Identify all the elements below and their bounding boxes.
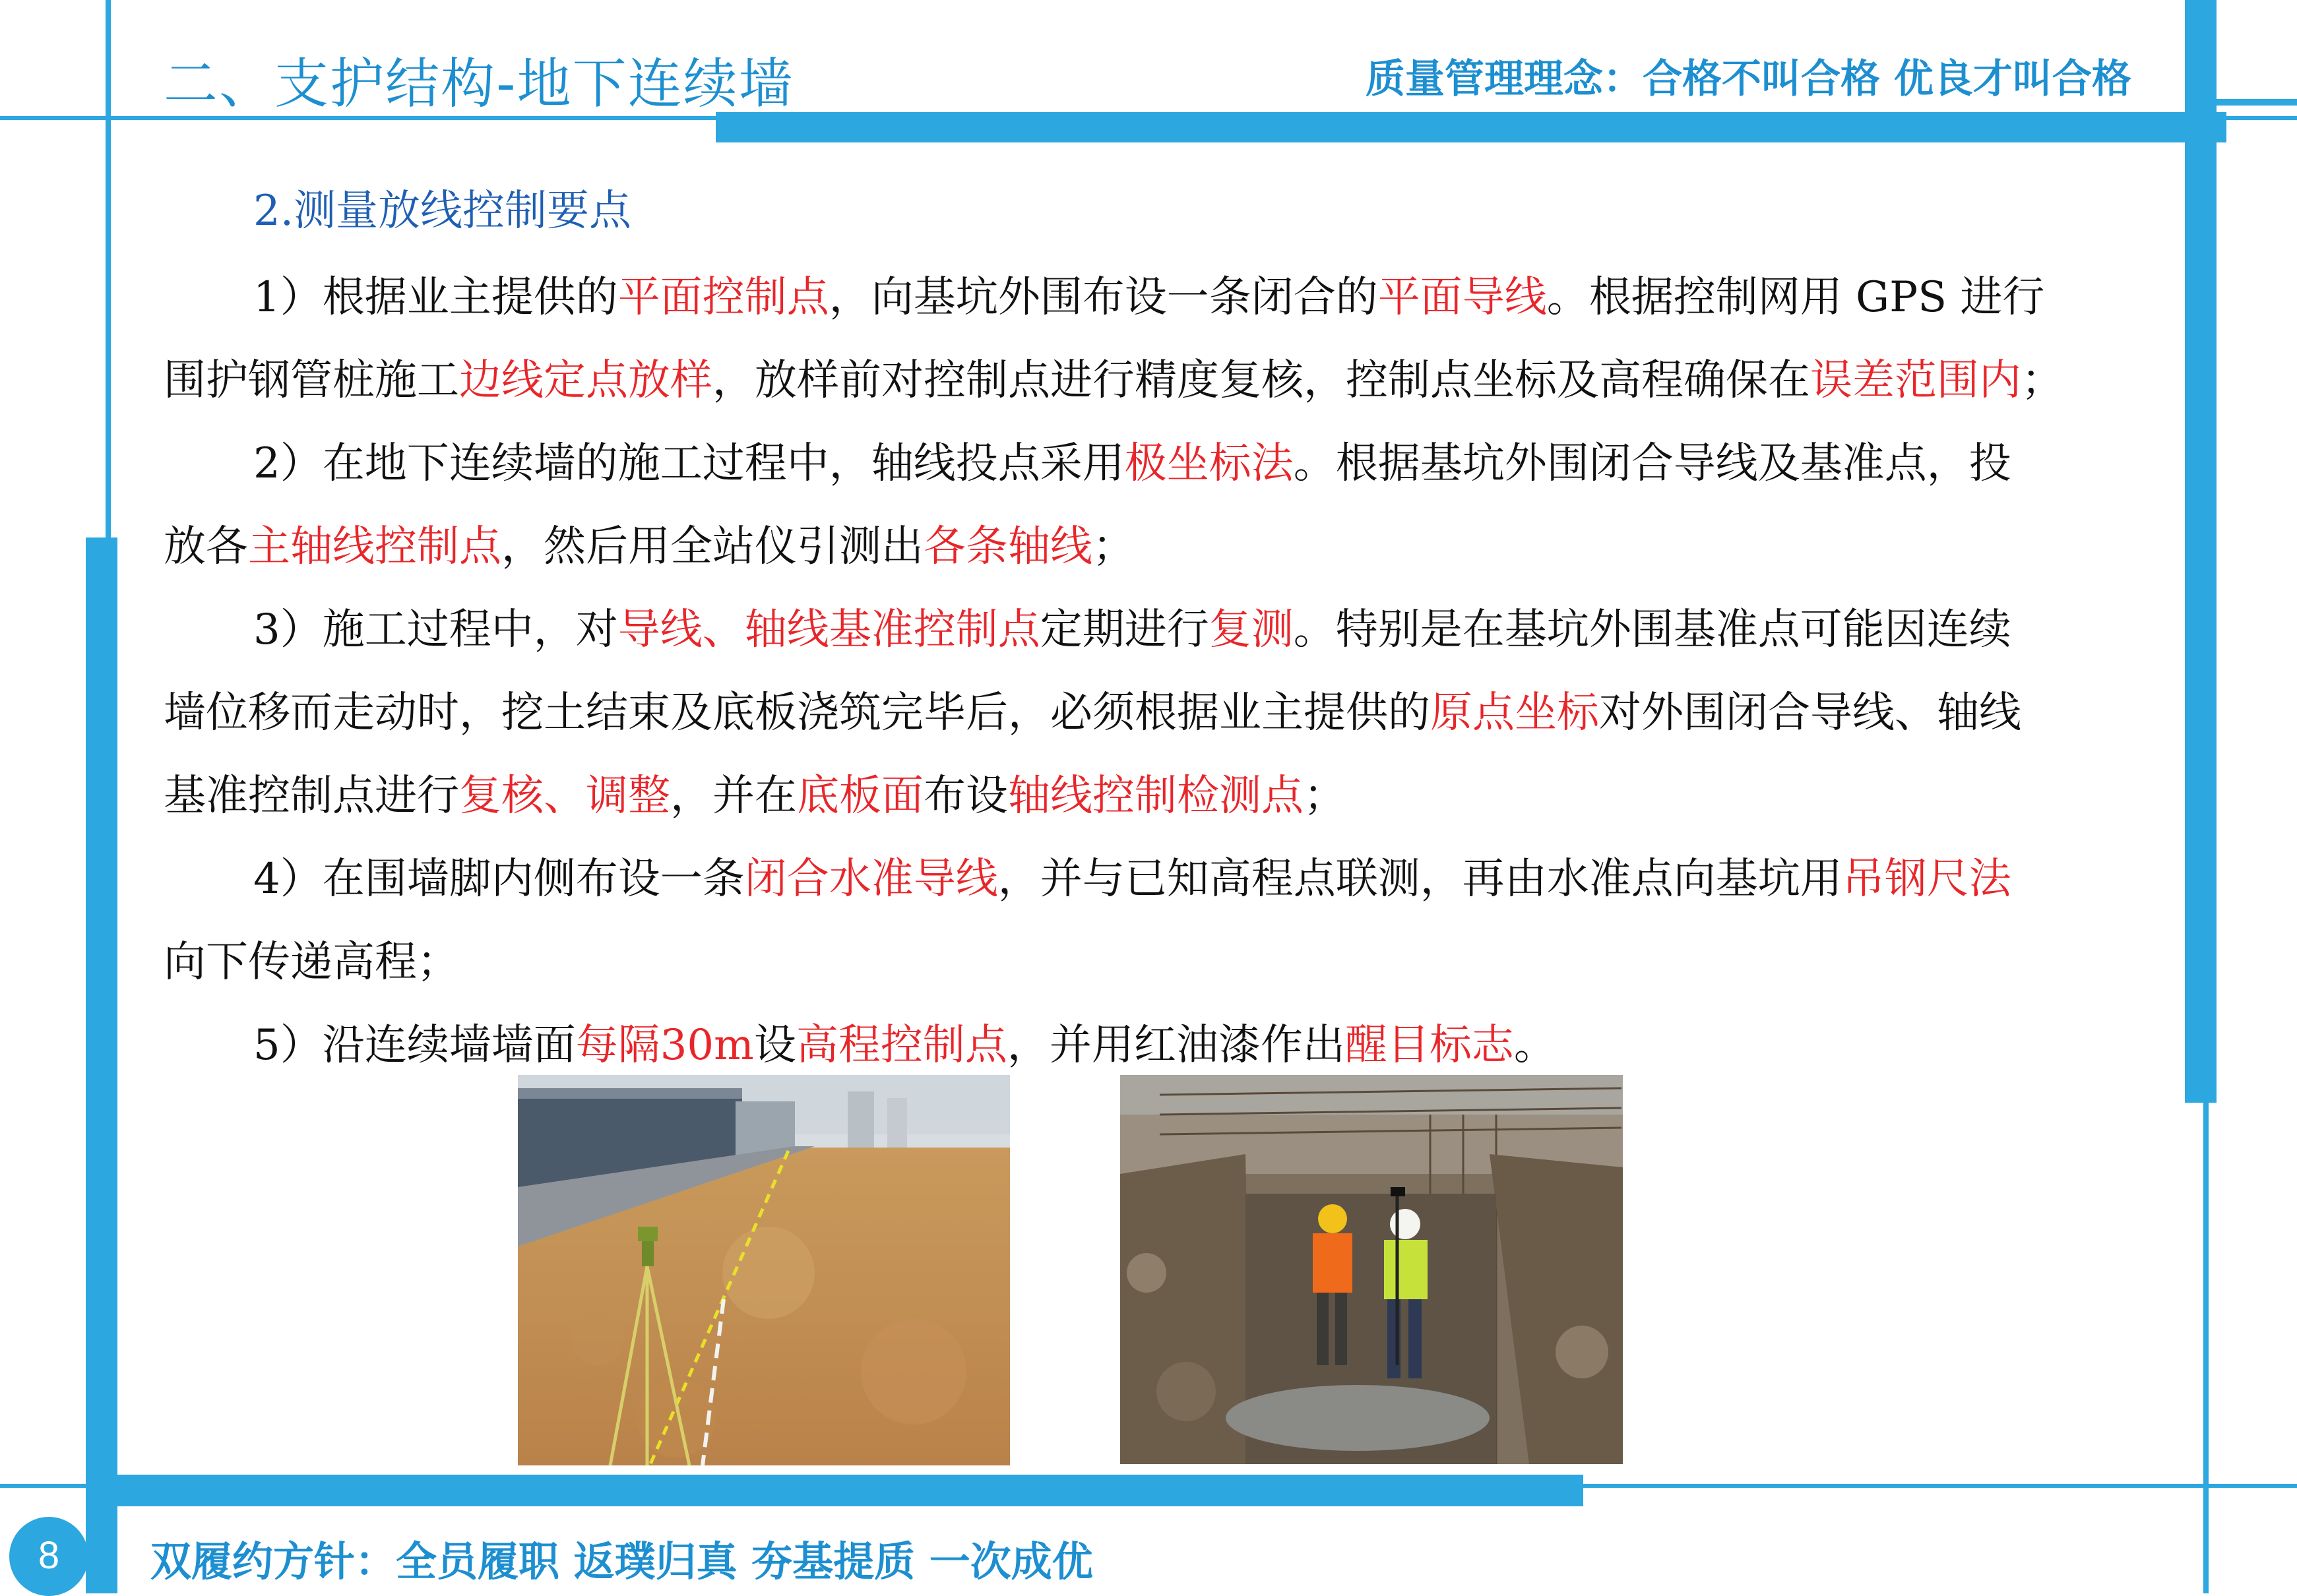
highlight-text: 平面控制点 bbox=[617, 273, 829, 322]
body-text: ，并与已知高程点联测，再由水准点向基坑用 bbox=[997, 855, 1842, 904]
paragraph-3-line-2 bbox=[164, 671, 2149, 754]
field-survey-photo bbox=[1120, 1075, 1623, 1464]
highlight-text: 底板面 bbox=[797, 772, 924, 820]
frame-right-bar bbox=[2185, 0, 2217, 1103]
body-text: 3）施工过程中，对 bbox=[253, 605, 618, 654]
paragraph-1-line-2 bbox=[164, 339, 2149, 422]
footer-slogan: 双履约方针：全员履职 返璞归真 夯基提质 一次成优 bbox=[150, 1537, 1093, 1585]
highlight-text: 原点坐标 bbox=[1430, 689, 1599, 737]
highlight-text: 导线、轴线基准控制点 bbox=[617, 605, 1040, 654]
body-text: ，并用红油漆作出 bbox=[1007, 1021, 1345, 1070]
highlight-text: 吊钢尺法 bbox=[1842, 855, 2011, 904]
frame-bottom-bar bbox=[117, 1475, 1583, 1506]
body-text: 。 bbox=[1513, 1021, 1556, 1070]
highlight-text: 复测 bbox=[1209, 605, 1294, 654]
paragraph-3-line-3 bbox=[164, 754, 2149, 838]
paragraph-2-line-2 bbox=[164, 505, 2149, 588]
body-text: 围护钢管桩施工 bbox=[164, 356, 459, 405]
body-text: 1）根据业主提供的 bbox=[253, 273, 618, 322]
body-text: 放各 bbox=[164, 522, 248, 571]
paragraph-4-line-2 bbox=[164, 921, 2149, 1004]
highlight-text: 边线定点放样 bbox=[459, 356, 712, 405]
frame-left-bar bbox=[86, 537, 117, 1593]
body-text: ； bbox=[2021, 356, 2063, 405]
highlight-text: 高程控制点 bbox=[796, 1021, 1007, 1070]
body-text: ； bbox=[1092, 522, 1135, 571]
body-text: 对外围闭合导线、轴线 bbox=[1599, 689, 2021, 737]
body-text: 。根据控制网用 GPS 进行 bbox=[1546, 273, 2045, 322]
section-heading: 2.测量放线控制要点 bbox=[253, 187, 632, 235]
highlight-text: 复核、调整 bbox=[459, 772, 670, 820]
frame-top-bar bbox=[716, 112, 2226, 142]
paragraph-3-line-1 bbox=[164, 588, 2149, 671]
page-number: 8 bbox=[9, 1517, 88, 1596]
frame-right-stub bbox=[2209, 99, 2297, 106]
body-text: 设 bbox=[753, 1021, 796, 1070]
body-text: ，然后用全站仪引测出 bbox=[501, 522, 924, 571]
body-text: ，向基坑外围布设一条闭合的 bbox=[829, 273, 1378, 322]
paragraph-1-line-1 bbox=[164, 256, 2149, 339]
body-text: ； bbox=[1304, 772, 1346, 820]
highlight-text: 主轴线控制点 bbox=[248, 522, 501, 571]
body-text: 。特别是在基坑外围基准点可能因连续 bbox=[1293, 605, 2011, 654]
highlight-text: 每隔30m bbox=[575, 1021, 754, 1070]
frame-bottom-line bbox=[0, 1484, 2297, 1488]
highlight-text: 极坐标法 bbox=[1124, 439, 1294, 488]
paragraph-list bbox=[164, 256, 2149, 1087]
body-text: 基准控制点进行 bbox=[164, 772, 459, 820]
survey-render-photo bbox=[518, 1075, 1010, 1465]
page-title: 二、支护结构-地下连续墙 bbox=[164, 53, 794, 115]
highlight-text: 平面导线 bbox=[1377, 273, 1547, 322]
quality-slogan: 质量管理理念：合格不叫合格 优良才叫合格 bbox=[1366, 56, 2131, 102]
highlight-text: 闭合水准导线 bbox=[744, 855, 998, 904]
paragraph-4-line-1 bbox=[164, 838, 2149, 921]
highlight-text: 轴线控制检测点 bbox=[1008, 772, 1304, 820]
highlight-text: 误差范围内 bbox=[1810, 356, 2021, 405]
body-text: ，并在 bbox=[670, 772, 797, 820]
body-text: 4）在围墙脚内侧布设一条 bbox=[253, 855, 745, 904]
body-text: 5）沿连续墙墙面 bbox=[253, 1021, 576, 1070]
main-content bbox=[164, 183, 2149, 1087]
body-text: 向下传递高程； bbox=[164, 938, 459, 987]
body-text: 墙位移而走动时，挖土结束及底板浇筑完毕后，必须根据业主提供的 bbox=[164, 689, 1430, 737]
highlight-text: 各条轴线 bbox=[924, 522, 1092, 571]
body-text: 。根据基坑外围闭合导线及基准点，投 bbox=[1293, 439, 2011, 488]
body-text: 布设 bbox=[924, 772, 1008, 820]
paragraph-2-line-1 bbox=[164, 422, 2149, 505]
body-text: ，放样前对控制点进行精度复核，控制点坐标及高程确保在 bbox=[712, 356, 1810, 405]
body-text: 定期进行 bbox=[1040, 605, 1209, 654]
highlight-text: 醒目标志 bbox=[1344, 1021, 1514, 1070]
body-text: 2）在地下连续墙的施工过程中，轴线投点采用 bbox=[253, 439, 1125, 488]
